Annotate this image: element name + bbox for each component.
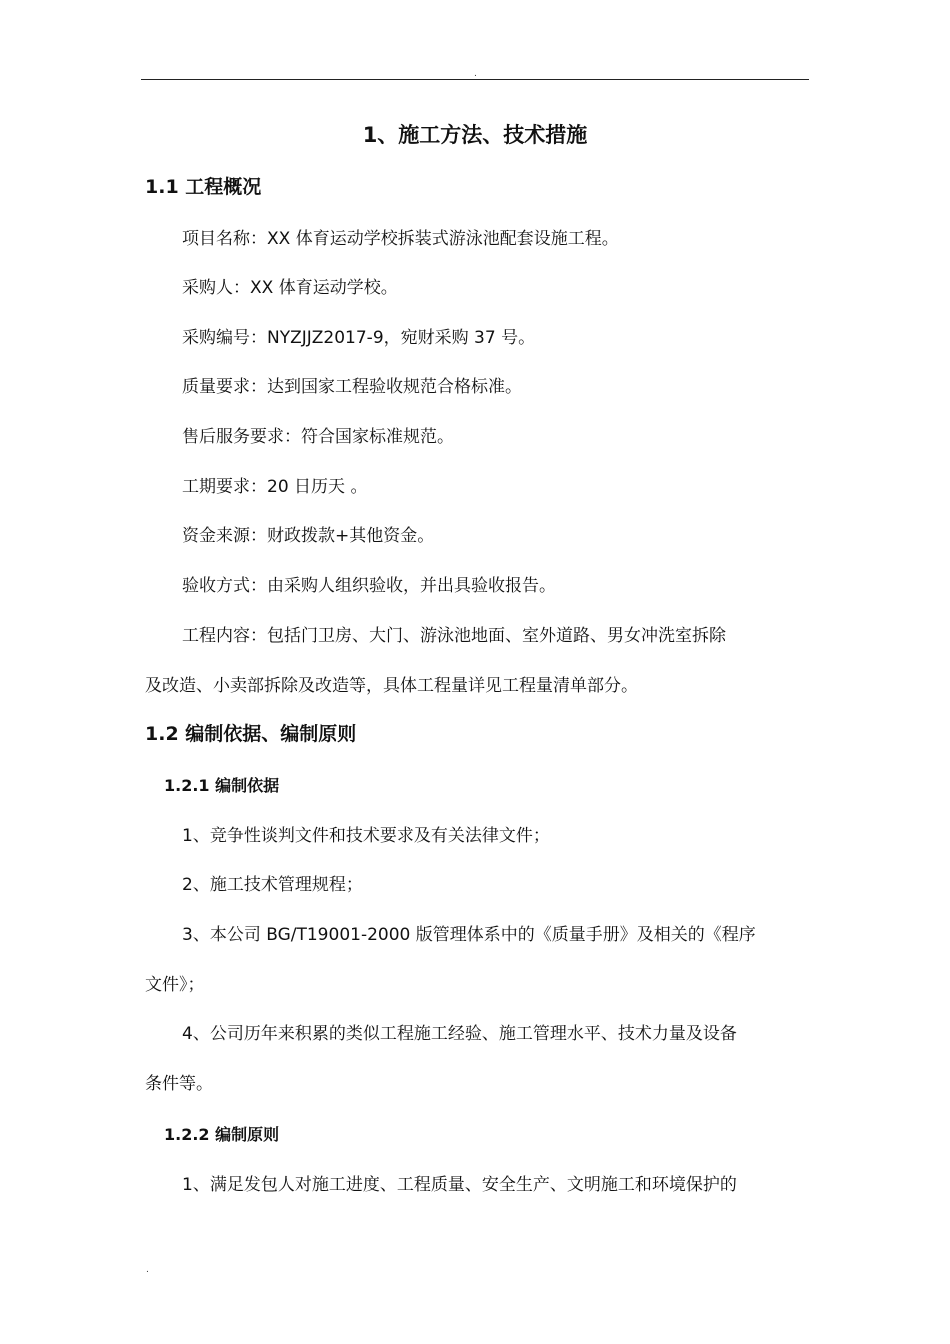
list-item-basis-1: [145, 821, 805, 851]
header-rule: [141, 79, 809, 80]
section-heading-1-2: 1.2 编制依据、编制原则: [145, 723, 357, 745]
list-item-basis-3: [145, 911, 805, 1010]
paragraph-text: 质量要求：达到国家工程验收规范合格标准。: [182, 377, 522, 397]
paragraph-text: 项目名称：XX 体育运动学校拆装式游泳池配套设施工程。: [182, 229, 619, 249]
paragraph-text: 售后服务要求：符合国家标准规范。: [182, 427, 454, 447]
paragraph-quality: [145, 372, 805, 402]
list-item-text-line1: 4、公司历年来积累的类似工程施工经验、施工管理水平、技术力量及设备: [182, 1024, 737, 1044]
list-item-text-line2: 条件等。: [145, 1073, 213, 1094]
paragraph-text: 验收方式：由采购人组织验收，并出具验收报告。: [182, 576, 556, 596]
paragraph-after-sales: [145, 422, 805, 452]
list-item-principle-1: [145, 1170, 805, 1200]
list-item-text: 1、满足发包人对施工进度、工程质量、安全生产、文明施工和环境保护的: [182, 1175, 737, 1195]
paragraph-text-line2: 及改造、小卖部拆除及改造等，具体工程量详见工程量清单部分。: [145, 675, 638, 696]
paragraph-purchaser: [145, 273, 805, 303]
paragraph-text: 采购人：XX 体育运动学校。: [182, 278, 398, 298]
section-heading-1-1: 1.1 工程概况: [145, 176, 262, 198]
paragraph-content: [145, 612, 805, 711]
paragraph-project-name: [145, 224, 805, 254]
list-item-text: 1、竞争性谈判文件和技术要求及有关法律文件；: [182, 826, 550, 846]
header-mark: .: [474, 69, 477, 79]
paragraph-duration: [145, 472, 805, 502]
list-item-text: 2、施工技术管理规程；: [182, 875, 363, 895]
list-item-text-line1: 3、本公司 BG/T19001-2000 版管理体系中的《质量手册》及相关的《程序: [182, 925, 756, 945]
footer-mark: .: [146, 1265, 149, 1275]
paragraph-text: 资金来源：财政拨款+其他资金。: [182, 526, 435, 546]
subsection-heading-1-2-1: 1.2.1 编制依据: [164, 776, 280, 795]
list-item-text-line2: 文件》；: [145, 974, 205, 995]
list-item-basis-4: [145, 1010, 805, 1109]
subsection-heading-1-2-2: 1.2.2 编制原则: [164, 1125, 280, 1144]
paragraph-acceptance: [145, 571, 805, 601]
paragraph-purchase-number: [145, 323, 805, 353]
paragraph-text: 采购编号：NYZJJZ2017-9，宛财采购 37 号。: [182, 328, 536, 348]
list-item-basis-2: [145, 870, 805, 900]
document-title: 1、施工方法、技术措施: [362, 123, 588, 147]
paragraph-text-line1: 工程内容：包括门卫房、大门、游泳池地面、室外道路、男女冲洗室拆除: [182, 626, 726, 646]
paragraph-text: 工期要求：20 日历天 。: [182, 477, 368, 497]
paragraph-funding: [145, 521, 805, 551]
